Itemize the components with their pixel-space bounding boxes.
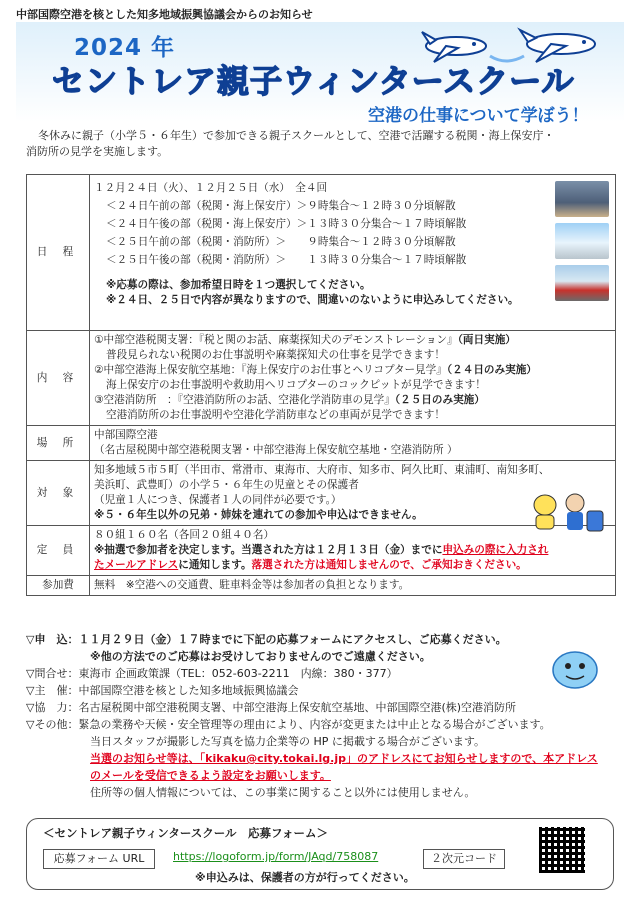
form-title: ＜セントレア親子ウィンタースクール 応募フォーム＞ — [43, 826, 328, 840]
place-cell — [90, 426, 616, 461]
content-item-1-tag: （両日実施） — [457, 334, 516, 346]
capacity-note-c: たメールアドレス — [94, 559, 179, 571]
content-cell — [90, 331, 616, 426]
notes-section — [26, 631, 598, 801]
content-item-3-desc: 空港消防所のお仕事説明や空港化学消防車などの車両が見学できます！ — [106, 409, 445, 421]
place-row — [27, 426, 616, 461]
fee-row — [27, 576, 616, 596]
capacity-note-a: ※抽選で参加者を決定します。当選された方は１２月１３日（金）までに — [94, 544, 443, 556]
capacity-cell — [90, 526, 616, 576]
mascot-illustration — [529, 491, 607, 533]
schedule-note-2: ※２４日、２５日で内容が異なりますので、間違いのないように申込みしてください。 — [106, 294, 519, 306]
capacity-line-1: ８０組１６０名（各回２０組４０名） — [94, 529, 275, 541]
other-note-1: ▽その他：緊急の業務や天候・安全管理等の理由により、内容が変更または中止となる場合がございます。 — [26, 718, 551, 731]
qr-label: ２次元コード — [423, 849, 505, 869]
helicopter-photo — [555, 223, 609, 259]
other-note-5: 住所等の個人情報については、この事業に関すること以外には使用しません。 — [90, 786, 476, 799]
fire-truck-photo — [555, 265, 609, 301]
content-item-2-title: ②中部空港海上保安航空基地：『海上保安庁のお仕事とヘリコプター見学』 — [94, 364, 447, 376]
other-note-3: 当選のお知らせ等は、「kikaku@city.tokai.lg.jp」のアドレスにてお知らせしますので、本アドレス — [90, 752, 598, 765]
qr-code[interactable] — [539, 827, 585, 873]
schedule-row — [27, 175, 616, 331]
form-url-label: 応募フォーム URL — [43, 849, 155, 869]
event-year: 2024 年 — [74, 35, 176, 61]
cooperation-note: ▽協 力：名古屋税関中部空港税関支署、中部空港海上保安航空基地、中部国際空港(株)空港消防所 — [26, 701, 517, 714]
content-item-3-tag: （２５日のみ実施） — [394, 394, 485, 406]
content-label: 内 容 — [27, 331, 90, 426]
fee-cell: 無料 ※空港への交通費、駐車料金等は参加者の負担となります。 — [90, 576, 616, 596]
content-row — [27, 331, 616, 426]
apply-note: ▽申 込：１１月２９日（金）１７時までに下記の応募フォームにアクセスし、ご応募ください。 — [26, 633, 507, 646]
top-notice: 中部国際空港を核とした知多地域振興協議会からのお知らせ — [16, 8, 313, 21]
contact-note: ▽問合せ：東海市 企画政策課（TEL：052-603-2211 内線：380・377） — [26, 667, 398, 680]
content-item-2-desc: 海上保安庁のお仕事説明や救助用ヘリコプターのコックピットが見学できます！ — [106, 379, 486, 391]
intro-line-1: 冬休みに親子（小学５・６年生）で参加できる親子スクールとして、空港で活躍する税関・海上保安庁・ — [38, 129, 555, 142]
intro-line-2: 消防所の見学を実施します。 — [26, 145, 169, 158]
place-line-1: 中部国際空港 — [94, 429, 158, 441]
target-cell — [90, 461, 616, 526]
organizer-note: ▽主 催：中部国際空港を核とした知多地域振興協議会 — [26, 684, 299, 697]
schedule-cell — [90, 175, 616, 331]
capacity-note-b: 申込みの際に入力され — [442, 544, 549, 556]
customs-photo — [555, 181, 609, 217]
target-label: 対 象 — [27, 461, 90, 526]
target-line-4: ※５・６年生以外の兄弟・姉妹を連れての参加や申込はできません。 — [94, 509, 423, 521]
capacity-row — [27, 526, 616, 576]
fee-label: 参加費 — [27, 576, 90, 596]
content-item-1-title: ①中部空港税関支署：『税と関のお話、麻薬探知犬のデモンストレーション』 — [94, 334, 458, 346]
application-form-box — [26, 818, 614, 890]
capacity-note-d: に通知します。 — [178, 559, 252, 571]
target-row — [27, 461, 616, 526]
form-url-link[interactable]: https://logoform.jp/form/JAqd/758087 — [173, 850, 379, 863]
target-line-1: 知多地域５市５町（半田市、常滑市、東海市、大府市、知多市、阿久比町、東浦町、南知多町、 — [94, 464, 550, 476]
content-item-2-tag: （２４日のみ実施） — [446, 364, 537, 376]
event-details-table — [26, 174, 616, 596]
capacity-label: 定 員 — [27, 526, 90, 576]
mascot-icon — [548, 646, 602, 692]
target-line-2: 美浜町、武豊町）の小学５・６年生の児童とその保護者 — [94, 479, 359, 491]
session-4: ＜２５日午後の部（税関・消防所）＞ １３時３０分集合～１７時頃解散 — [106, 254, 467, 266]
intro-text — [26, 128, 616, 160]
content-item-3-title: ③空港消防所 ：『空港消防所のお話、空港化学消防車の見学』 — [94, 394, 395, 406]
page-title: セントレア親子ウィンタースクール — [52, 62, 575, 100]
page-subtitle: 空港の仕事について学ぼう！ — [368, 106, 589, 126]
session-3: ＜２５日午前の部（税関・消防所）＞ ９時集合～１２時３０分頃解散 — [106, 236, 456, 248]
schedule-dates: １２月２４日（火）、１２月２５日（水） 全４回 — [94, 182, 328, 194]
other-note-4: のメールを受信できるよう設定をお願いします。 — [90, 769, 331, 782]
capacity-note-e: 落選された方は通知しませんので、ご承知おきください。 — [251, 559, 527, 571]
session-1: ＜２４日午前の部（税関・海上保安庁）＞９時集合～１２時３０分頃解散 — [106, 200, 456, 212]
schedule-label: 日 程 — [27, 175, 90, 331]
schedule-note-1: ※応募の際は、参加希望日時を１つ選択してください。 — [106, 279, 371, 291]
apply-subnote: ※他の方法でのご応募はお受けしておりませんのでご遠慮ください。 — [90, 650, 431, 663]
content-item-1-desc: 普段見られない税関のお仕事説明や麻薬探知犬の仕事を見学できます！ — [106, 349, 445, 361]
place-label: 場 所 — [27, 426, 90, 461]
other-note-2: 当日スタッフが撮影した写真を協力企業等の HP に掲載する場合がございます。 — [90, 735, 486, 748]
form-note: ※申込みは、保護者の方が行ってください。 — [195, 871, 415, 884]
session-2: ＜２４日午後の部（税関・海上保安庁）＞１３時３０分集合～１７時頃解散 — [106, 218, 467, 230]
place-line-2: （名古屋税関中部空港税関支署・中部空港海上保安航空基地・空港消防所 ） — [94, 444, 458, 456]
target-line-3: （児童１人につき、保護者１人の同伴が必要です。） — [94, 494, 342, 506]
